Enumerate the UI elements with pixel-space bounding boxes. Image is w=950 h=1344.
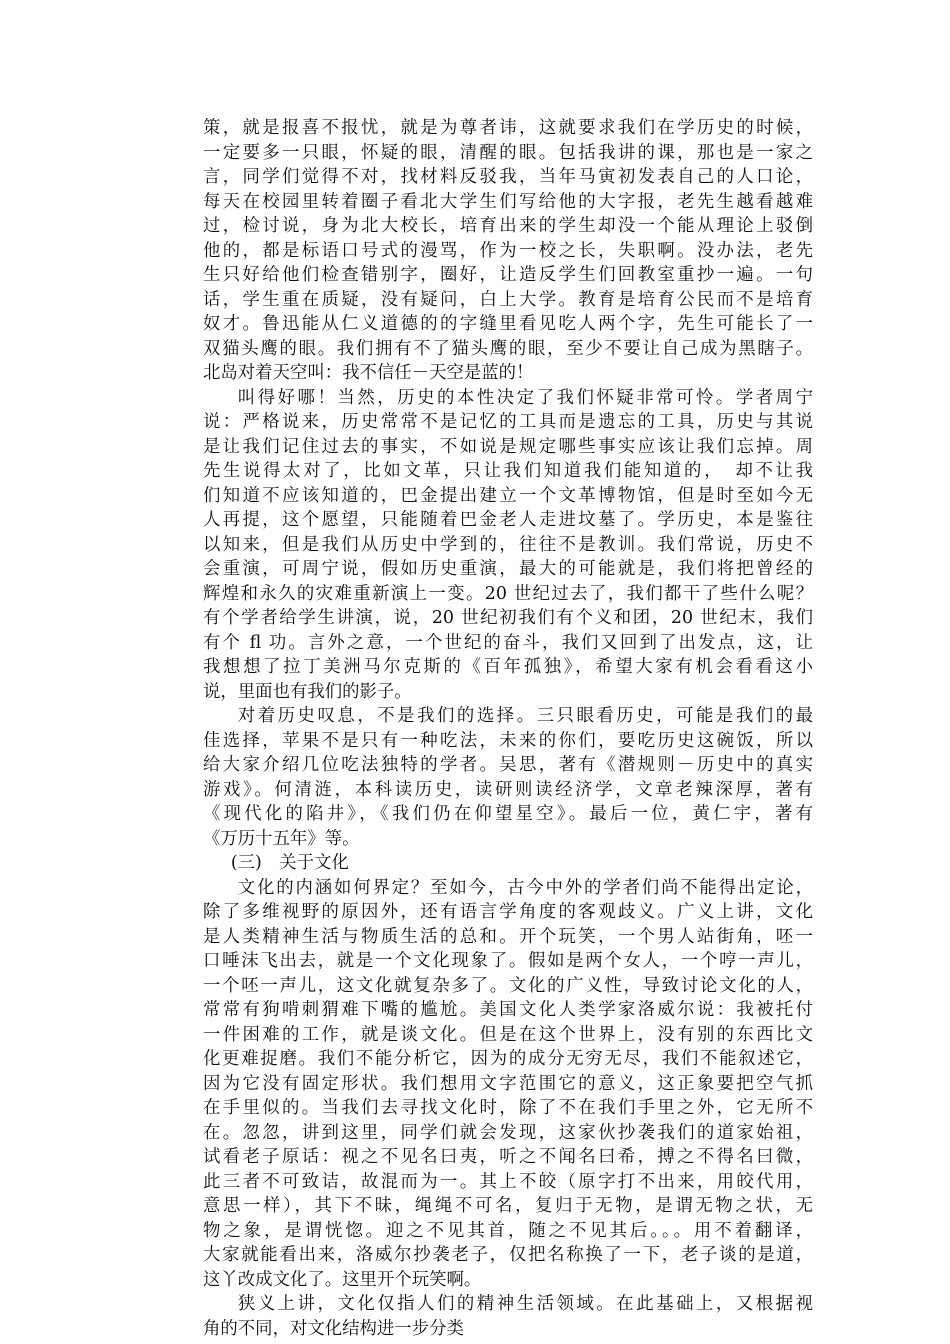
text-line: 佳选择，苹果不是只有一种吃法，未来的你们，要吃历史这碗饭，所以 — [203, 730, 813, 751]
text-line: 每天在校园里转着圈子看北大学生们写给他的大字报，老先生越看越难 — [203, 191, 813, 212]
text-line: 有个 fl 功。言外之意，一个世纪的奋斗，我们又回到了出发点，这，让 — [203, 632, 813, 653]
paragraph — [203, 116, 813, 386]
text-line: 口唾沫飞出去，就是一个文化现象了。假如是两个女人，一个哼一声儿， — [203, 951, 813, 971]
text-line: 因为它没有固定形状。我们想用文字范围它的意义，这正象要把空气抓 — [203, 1073, 813, 1094]
text-line: 双猫头鹰的眼。我们拥有不了猫头鹰的眼，至少不要让自己成为黑瞎子。 — [203, 338, 813, 359]
text-line: 是人类精神生活与物质生活的总和。开个玩笑，一个男人站街角，呸一 — [203, 926, 813, 947]
text-line: 一件困难的工作，就是谈文化。但是在这个世界上，没有别的东西比文 — [203, 1024, 813, 1045]
text-line: 叫得好哪！当然，历史的本性决定了我们怀疑非常可怜。学者周宁 — [237, 387, 813, 408]
text-line: 以知来，但是我们从历史中学到的，往往不是教训。我们常说，历史不 — [203, 534, 813, 555]
text-line: 意思一样），其下不昧，绳绳不可名，复归于无物，是谓无物之状，无 — [203, 1196, 813, 1216]
text-line: 会重演，可周宁说，假如历史重演，最大的可能就是，我们将把曾经的 — [203, 559, 813, 579]
text-line: 《现代化的陷井》，《我们仍在仰望星空》。最后一位，黄仁宇，著有 — [203, 804, 813, 824]
paragraph — [203, 386, 813, 705]
text-line: 说，里面也有我们的影子。 — [203, 681, 412, 702]
text-line: 话，学生重在质疑，没有疑问，白上大学。教育是培育公民而不是培育 — [203, 289, 813, 310]
text-line: 我想想了拉丁美洲马尔克斯的《百年孤独》，希望大家有机会看看这小 — [203, 657, 813, 677]
text-line: 给大家介绍几位吃法独特的学者。吴思，著有《潜规则－历史中的真实 — [203, 755, 813, 775]
text-line: 一个呸一声儿，这文化就复杂多了。文化的广义性，导致讨论文化的人， — [203, 975, 813, 996]
text-line: 物之象，是谓恍惚。迎之不见其首，随之不见其后。。。用不着翻译， — [203, 1220, 813, 1241]
text-line: 在手里似的。当我们去寻找文化时，除了不在我们手里之外，它无所不 — [203, 1098, 813, 1118]
text-line: 化更难捉磨。我们不能分析它，因为的成分无穷无尽，我们不能叙述它， — [203, 1049, 813, 1069]
text-line: 文化的内涵如何界定？至如今，古今中外的学者们尚不能得出定论， — [237, 877, 813, 898]
text-line: 他的，都是标语口号式的漫骂，作为一校之长，失职啊。没办法，老先 — [203, 240, 813, 261]
text-line: 先生说得太对了，比如文革，只让我们知道我们能知道的， 却不让我 — [203, 461, 813, 481]
text-line: 们知道不应该知道的，巴金提出建立一个文革博物馆，但是时至如今无 — [203, 485, 813, 506]
text-line: 对着历史叹息，不是我们的选择。三只眼看历史，可能是我们的最 — [237, 706, 813, 726]
text-line: 人再提，这个愿望，只能随着巴金老人走进坟墓了。学历史，本是鉴往 — [203, 510, 813, 530]
text-line: 大家就能看出来，洛威尔抄袭老子，仅把名称换了一下，老子谈的是道， — [203, 1245, 813, 1265]
text-line: 除了多维视野的原因外，还有语言学角度的客观歧义。广义上讲，文化 — [203, 902, 813, 922]
text-line: 说：严格说来，历史常常不是记忆的工具而是遗忘的工具，历史与其说 — [203, 412, 813, 432]
text-line: (三) 关于文化 — [230, 853, 349, 873]
text-line: 是让我们记住过去的事实，不如说是规定哪些事实应该让我们忘掉。周 — [203, 436, 813, 457]
text-line: 狭义上讲，文化仅指人们的精神生活领域。在此基础上，又根据视 — [237, 1294, 813, 1314]
paragraph — [203, 704, 813, 851]
text-line: 有个学者给学生讲演，说，20 世纪初我们有个义和团，20 世纪末，我们 — [203, 608, 813, 628]
text-line: 角的不同，对文化结构进一步分类 — [203, 1318, 464, 1339]
body-text — [203, 116, 813, 1341]
text-line: 《万历十五年》等。 — [203, 828, 360, 849]
section-heading — [203, 851, 813, 876]
text-line: 游戏》。何清涟，本科读历史，读研则读经济学，文章老辣深厚，著有 — [203, 779, 813, 800]
text-line: 一定要多一只眼，怀疑的眼，清醒的眼。包括我讲的课，那也是一家之 — [203, 142, 813, 163]
text-line: 在。忽忽，讲到这里，同学们就会发现，这家伙抄袭我们的道家始祖， — [203, 1122, 813, 1143]
text-line: 常常有狗啃刺猬难下嘴的尴尬。美国文化人类学家洛威尔说：我被托付 — [203, 1000, 813, 1020]
text-line: 北岛对着天空叫：我不信任－天空是蓝的！ — [203, 363, 534, 383]
text-line: 言，同学们觉得不对，找材料反驳我，当年马寅初发表自己的人口论， — [203, 167, 813, 187]
text-line: 试看老子原话：视之不见名曰夷，听之不闻名曰希，搏之不得名曰微， — [203, 1147, 813, 1167]
text-line: 辉煌和永久的灾难重新演上一变。20 世纪过去了，我们都干了些什么呢？ — [203, 583, 813, 604]
text-line: 这丫改成文化了。这里开个玩笑啊。 — [203, 1269, 482, 1290]
paragraph — [203, 876, 813, 1293]
text-line: 过，检讨说，身为北大校长，培育出来的学生却没一个能从理论上驳倒 — [203, 216, 813, 236]
text-line: 生只好给他们检查错别字，圈好，让造反学生们回教室重抄一遍。一句 — [203, 265, 813, 285]
text-line: 策，就是报喜不报忧，就是为尊者讳，这就要求我们在学历史的时候， — [203, 118, 813, 138]
paragraph — [203, 1292, 813, 1341]
text-line: 此三者不可致诘，故混而为一。其上不皎（原字打不出来，用皎代用， — [203, 1171, 813, 1192]
text-line: 奴才。鲁迅能从仁义道德的的字缝里看见吃人两个字，先生可能长了一 — [203, 314, 813, 334]
